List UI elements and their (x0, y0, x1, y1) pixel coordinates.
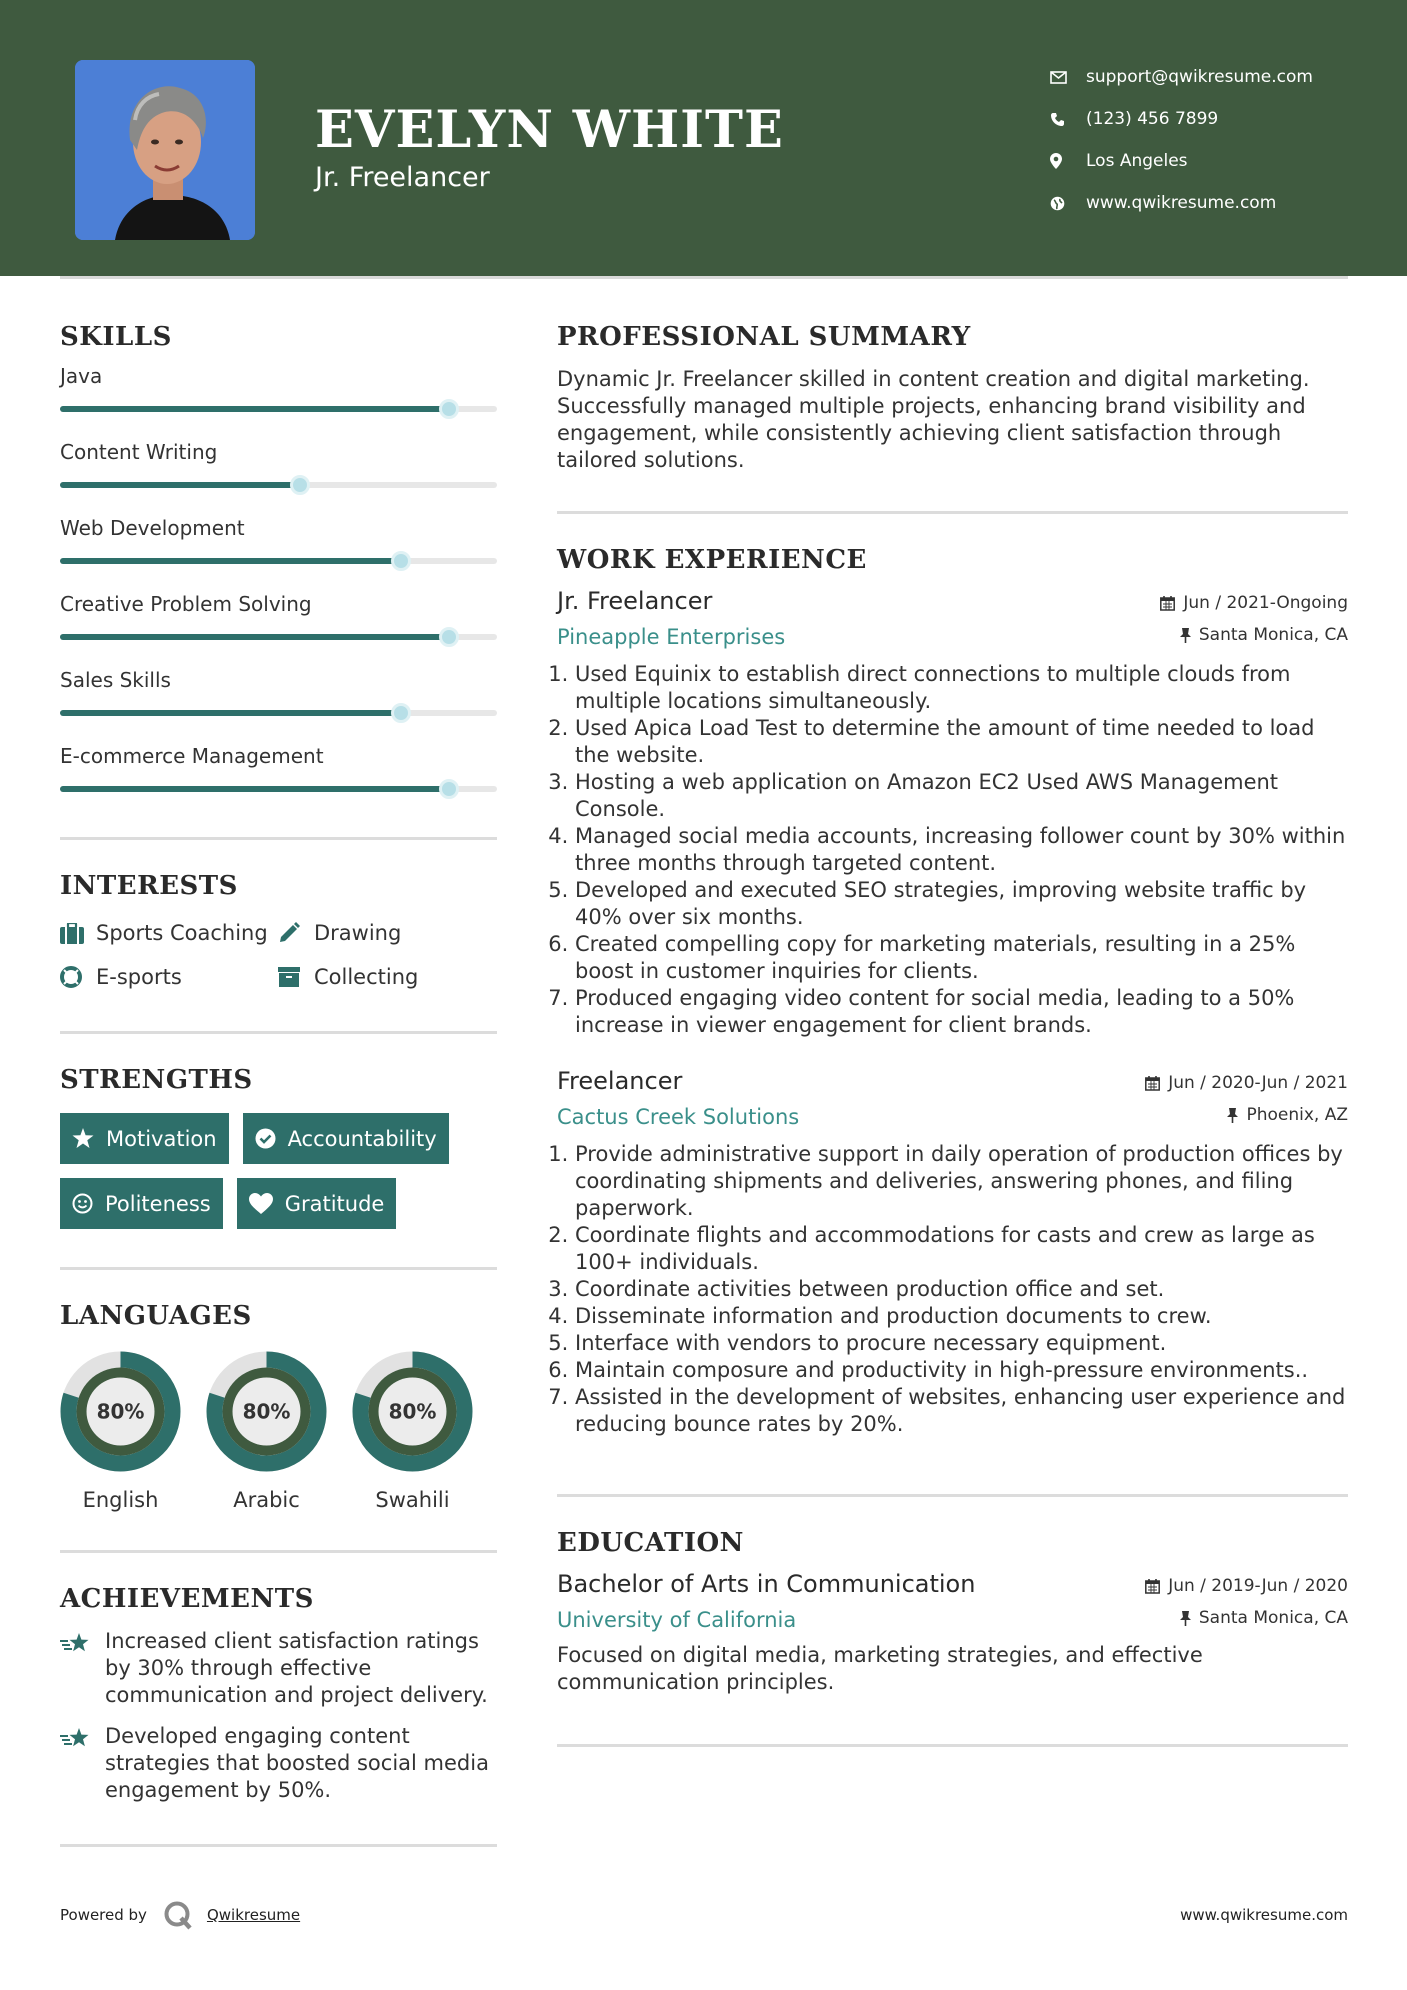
job-point: 2. Coordinate flights and accommodations for casts and crew as large as 100+ individuals. (575, 1222, 1348, 1276)
interests-heading: INTERESTS (60, 871, 238, 901)
section-divider (60, 1267, 497, 1270)
skill-bar-fill (60, 634, 449, 640)
job-point: 4. Disseminate information and production documents to crew. (575, 1303, 1348, 1330)
job-location-text: Santa Monica, CA (1198, 625, 1348, 645)
job-point: 1. Used Equinix to establish direct connections to multiple clouds from multiple locations simultaneously. (575, 661, 1348, 715)
resume-header (0, 0, 1407, 276)
skill-level-knob (439, 779, 459, 799)
candidate-title: Jr. Freelancer (315, 162, 490, 193)
job-company: Pineapple Enterprises (557, 625, 786, 649)
skill-bar (60, 406, 497, 412)
contact-location (1050, 140, 1370, 182)
language-ring (60, 1351, 181, 1472)
skill-bar-fill (60, 406, 449, 412)
job-point: 3. Coordinate activities between production office and set. (575, 1276, 1348, 1303)
powered-by-label: Powered by (60, 1906, 147, 1924)
pushpin-icon (1180, 628, 1191, 643)
job-point: 5. Interface with vendors to procure necessary equipment. (575, 1330, 1348, 1357)
footer-powered-by (60, 1900, 300, 1930)
language-percent: 80% (388, 1399, 437, 1424)
strength-badge (237, 1178, 397, 1229)
school-name: University of California (557, 1608, 797, 1632)
interest-item (278, 965, 497, 989)
skill-bar-fill (60, 558, 401, 564)
skill-level-knob (439, 399, 459, 419)
pencil-icon (278, 922, 314, 944)
skill-item (60, 660, 497, 736)
job-point: 6. Created compelling copy for marketing materials, resulting in a 25% boost in customer inquiries for clients. (575, 931, 1348, 985)
language-item (352, 1351, 473, 1512)
qwikresume-logo-icon (163, 1900, 193, 1930)
education-text: Focused on digital media, marketing strategies, and effective communication principles. (557, 1643, 1203, 1694)
contact-phone[interactable] (1050, 98, 1370, 140)
skills-heading: SKILLS (60, 322, 172, 352)
job-point: 2. Used Apica Load Test to determine the amount of time needed to load the website. (575, 715, 1348, 769)
section-divider (557, 1744, 1348, 1747)
job-location-text: Phoenix, AZ (1246, 1105, 1348, 1125)
job-dates-text: Jun / 2020-Jun / 2021 (1168, 1073, 1348, 1093)
achievement-item (60, 1628, 497, 1709)
skill-name: Web Development (60, 516, 245, 540)
skill-bar (60, 558, 497, 564)
skill-item (60, 356, 497, 432)
star-trophy-icon (60, 1628, 105, 1709)
skill-bar (60, 710, 497, 716)
strength-label: Gratitude (284, 1191, 385, 1216)
languages-list (60, 1351, 497, 1512)
skill-bar-fill (60, 710, 401, 716)
job-point: 3. Hosting a web application on Amazon EC2 Used AWS Management Console. (575, 769, 1348, 823)
skill-level-knob (290, 475, 310, 495)
skill-name: Java (60, 364, 103, 388)
job-point: 1. Provide administrative support in daily operation of production offices by coordinating shipments and deliveries, answering phones, and filing paperwork. (575, 1141, 1348, 1222)
candidate-name: EVELYN WHITE (315, 100, 784, 160)
education-dates (1145, 1576, 1348, 1596)
qwikresume-link[interactable]: Qwikresume (206, 1906, 301, 1924)
job-entry (557, 587, 1348, 1039)
map-pin-icon (1050, 153, 1086, 169)
strength-label: Politeness (105, 1191, 211, 1216)
skill-bar-fill (60, 482, 300, 488)
contact-website[interactable] (1050, 182, 1370, 224)
contact-list (1050, 56, 1370, 224)
language-item (206, 1351, 327, 1512)
summary-text: Dynamic Jr. Freelancer skilled in content creation and digital marketing. Successfully managed multiple projects, enhancing brand visibility and engagement, while consistently achieving client satisfaction through tailored solutions. (557, 367, 1310, 472)
contact-email-text: support@qwikresume.com (1086, 67, 1313, 87)
education-entry (557, 1570, 1348, 1696)
language-name: Arabic (233, 1488, 300, 1512)
calendar-icon (1145, 1076, 1160, 1091)
job-entry (557, 1067, 1348, 1438)
interests-list (60, 921, 497, 989)
skill-level-knob (391, 703, 411, 723)
section-divider (60, 837, 497, 840)
languages-heading: LANGUAGES (60, 1301, 252, 1331)
job-location (1227, 1105, 1348, 1125)
job-point: 7. Produced engaging video content for social media, leading to a 50% increase in viewer engagement for client brands. (575, 985, 1348, 1039)
envelope-icon (1050, 71, 1086, 84)
strength-badge (243, 1113, 449, 1164)
skills-list (60, 356, 497, 812)
language-ring (206, 1351, 327, 1472)
skill-bar (60, 634, 497, 640)
strengths-list (60, 1113, 497, 1229)
skill-name: E-commerce Management (60, 744, 324, 768)
star-icon (72, 1128, 94, 1149)
check-circle-icon (255, 1128, 276, 1149)
section-divider (60, 1550, 497, 1553)
interest-item (60, 965, 278, 989)
smile-icon (72, 1193, 93, 1214)
education-dates-text: Jun / 2019-Jun / 2020 (1168, 1576, 1348, 1596)
language-name: English (82, 1488, 159, 1512)
skill-name: Content Writing (60, 440, 218, 464)
briefcase-icon (60, 923, 96, 944)
contact-email[interactable] (1050, 56, 1370, 98)
experience-heading: WORK EXPERIENCE (557, 545, 867, 575)
job-dates (1145, 1073, 1348, 1093)
job-point: 7. Assisted in the development of websites, enhancing user experience and reducing bounce rates by 20%. (575, 1384, 1348, 1438)
achievement-text: Developed engaging content strategies that boosted social media engagement by 50%. (105, 1724, 489, 1802)
right-column (557, 322, 1348, 1747)
job-point: 4. Managed social media accounts, increasing follower count by 30% within three months through targeted content. (575, 823, 1348, 877)
education-location (1180, 1608, 1348, 1628)
strength-label: Motivation (106, 1126, 217, 1151)
interest-item (278, 921, 497, 945)
degree-title: Bachelor of Arts in Communication (557, 1570, 976, 1598)
language-percent: 80% (96, 1399, 145, 1424)
job-title: Freelancer (557, 1067, 683, 1095)
contact-phone-text: (123) 456 7899 (1086, 109, 1219, 129)
skill-bar (60, 482, 497, 488)
language-item (60, 1351, 181, 1512)
skill-bar-fill (60, 786, 449, 792)
achievement-text: Increased client satisfaction ratings by 30% through effective communication and project delivery. (105, 1629, 488, 1707)
strength-badge (60, 1178, 223, 1229)
left-column (60, 322, 497, 1847)
language-name: Swahili (375, 1488, 450, 1512)
skill-item (60, 508, 497, 584)
skill-level-knob (391, 551, 411, 571)
calendar-icon (1145, 1579, 1160, 1594)
life-ring-icon (60, 966, 96, 988)
skill-item (60, 584, 497, 660)
job-point: 6. Maintain composure and productivity in high-pressure environments.. (575, 1357, 1348, 1384)
skill-level-knob (439, 627, 459, 647)
calendar-icon (1160, 596, 1175, 611)
strength-badge (60, 1113, 229, 1164)
phone-icon (1050, 112, 1086, 127)
job-dates-text: Jun / 2021-Ongoing (1183, 593, 1348, 613)
header-divider (60, 276, 1348, 279)
star-trophy-icon (60, 1723, 105, 1804)
achievements-heading: ACHIEVEMENTS (60, 1584, 314, 1614)
strengths-heading: STRENGTHS (60, 1065, 253, 1095)
pushpin-icon (1180, 1611, 1191, 1626)
skill-name: Creative Problem Solving (60, 592, 312, 616)
interest-label: E-sports (96, 965, 182, 989)
skill-bar (60, 786, 497, 792)
education-heading: EDUCATION (557, 1528, 744, 1558)
job-points (557, 661, 1348, 1039)
language-ring (352, 1351, 473, 1472)
contact-website-text: www.qwikresume.com (1086, 193, 1277, 213)
section-divider (557, 511, 1348, 514)
job-location (1180, 625, 1348, 645)
skill-item (60, 432, 497, 508)
archive-icon (278, 967, 314, 987)
strength-label: Accountability (287, 1126, 437, 1151)
skill-item (60, 736, 497, 812)
interest-label: Collecting (314, 965, 419, 989)
summary-heading: PROFESSIONAL SUMMARY (557, 322, 971, 352)
section-divider (60, 1031, 497, 1034)
interest-item (60, 921, 278, 945)
globe-icon (1050, 196, 1086, 211)
contact-location-text: Los Angeles (1086, 151, 1188, 171)
heart-icon (249, 1193, 273, 1214)
section-divider (60, 1844, 497, 1847)
pushpin-icon (1227, 1108, 1238, 1123)
section-divider (557, 1494, 1348, 1497)
skill-name: Sales Skills (60, 668, 171, 692)
education-location-text: Santa Monica, CA (1198, 1608, 1348, 1628)
footer-website[interactable]: www.qwikresume.com (1180, 1906, 1348, 1924)
language-percent: 80% (242, 1399, 291, 1424)
interest-label: Drawing (314, 921, 402, 945)
achievements-list (60, 1628, 497, 1804)
job-title: Jr. Freelancer (557, 587, 713, 615)
job-point: 5. Developed and executed SEO strategies, improving website traffic by 40% over six months. (575, 877, 1348, 931)
profile-photo (75, 60, 255, 240)
job-points (557, 1141, 1348, 1438)
job-company: Cactus Creek Solutions (557, 1105, 800, 1129)
achievement-item (60, 1723, 497, 1804)
job-dates (1160, 593, 1348, 613)
interest-label: Sports Coaching (96, 921, 268, 945)
